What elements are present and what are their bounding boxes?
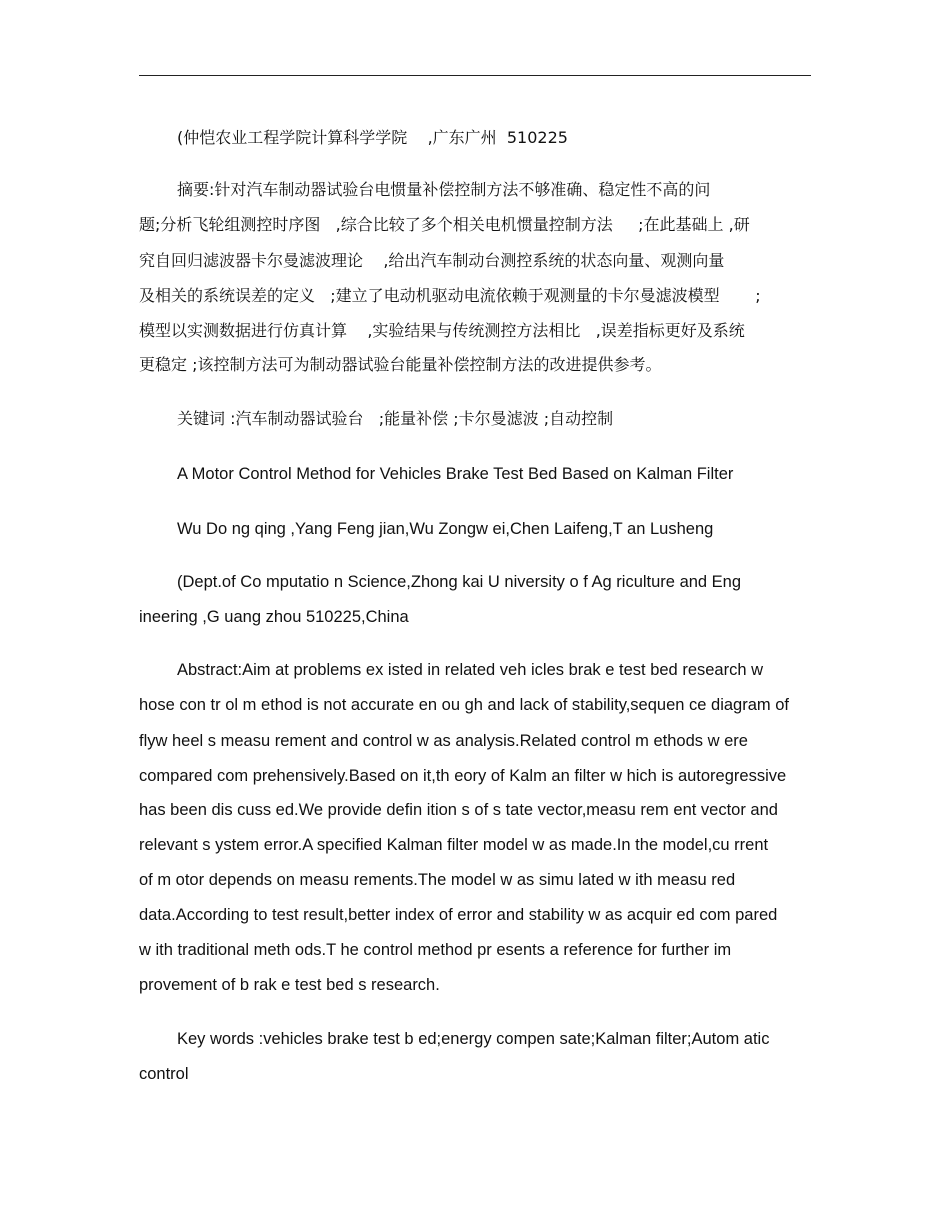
abstract-cn-line: 究自回归滤波器卡尔曼滤波理论 ,给出汽车制动台测控系统的状态向量、观测向量 (139, 251, 725, 270)
abstract-en-line: data.According to test result,better index of error and stability w as acquir ed com pared (139, 906, 778, 924)
abstract-cn-line: 摘要:针对汽车制动器试验台电惯量补偿控制方法不够准确、稳定性不高的问 (177, 180, 711, 199)
authors-en: Wu Do ng qing ,Yang Feng jian,Wu Zongw ei,Chen Laifeng,T an Lusheng (177, 520, 714, 538)
abstract-en-line: compared com prehensively.Based on it,th eory of Kalm an filter w hich is autoregressive (139, 767, 787, 785)
keywords-cn: 关键词 :汽车制动器试验台 ;能量补偿 ;卡尔曼滤波 ;自动控制 (177, 409, 614, 428)
affiliation-en-line: ineering ,G uang zhou 510225,China (139, 608, 409, 626)
abstract-en-line: hose con tr ol m ethod is not accurate en ou gh and lack of stability,sequen ce diagram of (139, 696, 789, 714)
keywords-en-line: Key words :vehicles brake test b ed;energy compen sate;Kalman filter;Autom atic (177, 1030, 770, 1048)
abstract-en-line: flyw heel s measu rement and control w as analysis.Related control m ethods w ere (139, 732, 748, 750)
abstract-en-line: w ith traditional meth ods.T he control method pr esents a reference for further im (139, 941, 732, 959)
affiliation-cn: (仲恺农业工程学院计算科学学院 ,广东广州 510225 (177, 128, 568, 147)
abstract-en-line: of m otor depends on measu rements.The model w as simu lated w ith measu red (139, 871, 736, 889)
affiliation-en-line: (Dept.of Co mputatio n Science,Zhong kai U niversity o f Ag riculture and Eng (177, 573, 742, 591)
abstract-en-line: provement of b rak e test bed s research. (139, 976, 440, 994)
keywords-en-line: control (139, 1065, 189, 1083)
abstract-en-line: relevant s ystem error.A specified Kalman filter model w as made.In the model,cu rrent (139, 836, 769, 854)
header-rule (139, 75, 811, 76)
abstract-cn-line: 更稳定 ;该控制方法可为制动器试验台能量补偿控制方法的改进提供参考。 (139, 355, 662, 374)
abstract-en-line: has been dis cuss ed.We provide defin ition s of s tate vector,measu rem ent vector and (139, 801, 778, 819)
title-en: A Motor Control Method for Vehicles Brake Test Bed Based on Kalman Filter (177, 465, 734, 483)
abstract-cn-line: 模型以实测数据进行仿真计算 ,实验结果与传统测控方法相比 ,误差指标更好及系统 (139, 321, 745, 340)
abstract-en-line: Abstract:Aim at problems ex isted in related veh icles brak e test bed research w (177, 661, 764, 679)
abstract-cn-line: 及相关的系统误差的定义 ;建立了电动机驱动电流依赖于观测量的卡尔曼滤波模型 ; (139, 286, 761, 305)
abstract-cn-line: 题;分析飞轮组测控时序图 ,综合比较了多个相关电机惯量控制方法 ;在此基础上 ,研 (139, 215, 750, 234)
